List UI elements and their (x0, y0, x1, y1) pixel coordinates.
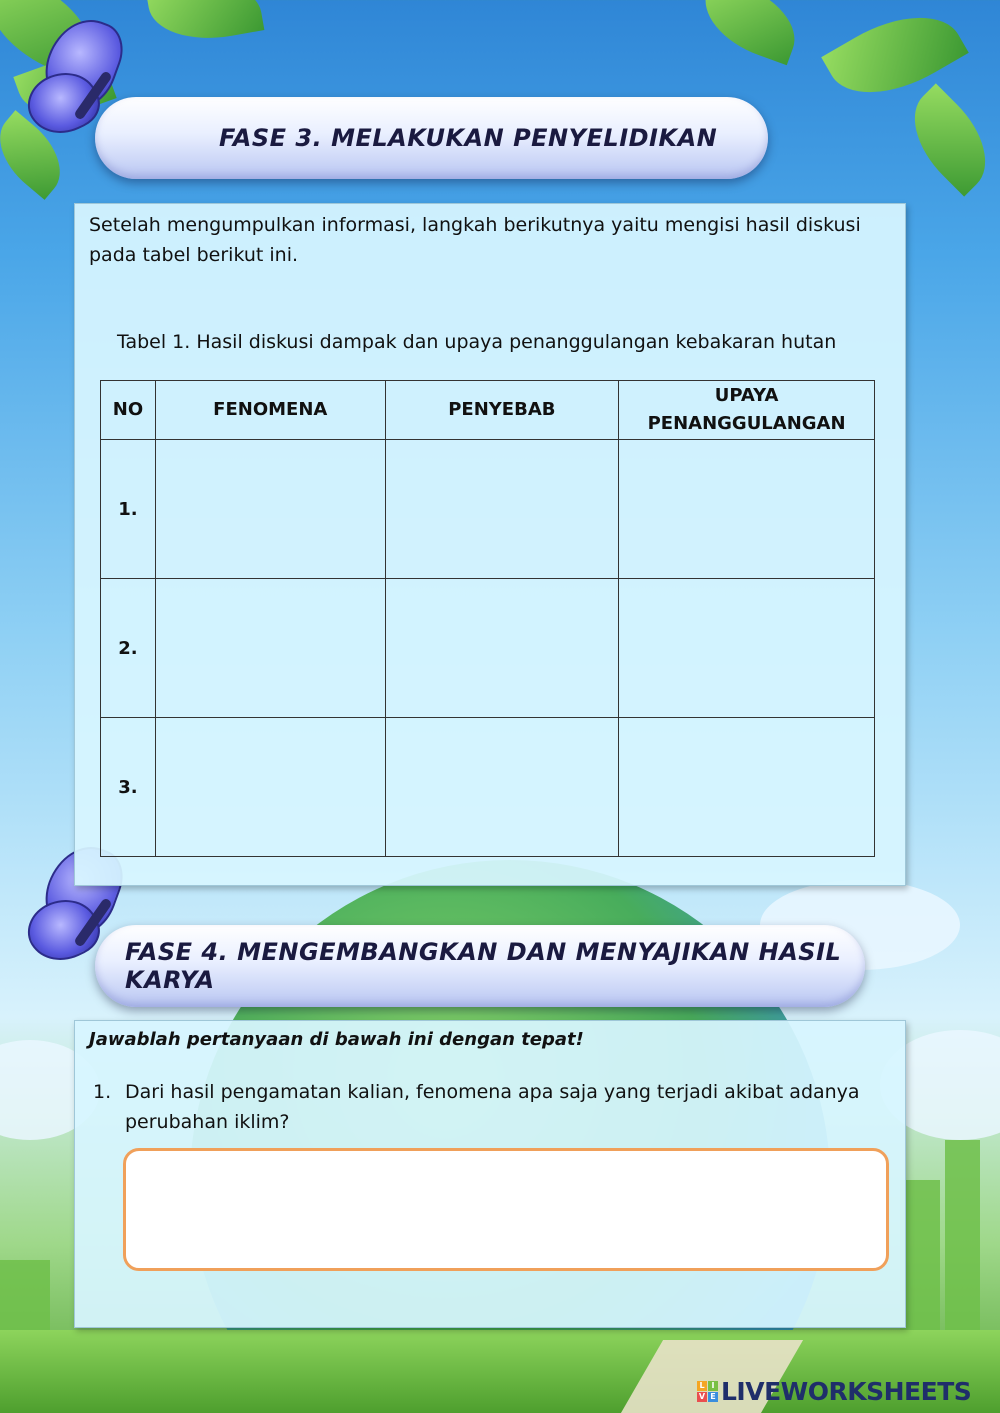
row-number: 3. (101, 718, 156, 857)
brand-name: LIVEWORKSHEETS (721, 1377, 972, 1406)
question-number: 1. (93, 1081, 112, 1103)
row-number: 1. (101, 440, 156, 579)
table-row (101, 440, 875, 579)
phase3-intro: Setelah mengumpulkan informasi, langkah berikutnya yaitu mengisi hasil diskusi pada tabel berikut ini. (89, 214, 861, 266)
question-text: Dari hasil pengamatan kalian, fenomena apa saja yang terjadi akibat adanya perubahan iklim? (125, 1081, 860, 1133)
table-row (101, 718, 875, 857)
header-penyebab: PENYEBAB (385, 381, 619, 440)
phase4-panel (74, 1020, 906, 1328)
fenomena-cell[interactable] (155, 440, 385, 579)
header-no: NO (101, 381, 156, 440)
phase3-header (95, 97, 768, 179)
answer-box[interactable] (123, 1148, 889, 1271)
table-caption: Tabel 1. Hasil diskusi dampak dan upaya penanggulangan kebakaran hutan (117, 331, 837, 353)
header-upaya: UPAYA PENANGGULANGAN (619, 381, 875, 440)
leaf-decoration (893, 83, 1000, 196)
background-city (945, 1140, 980, 1340)
result-table (100, 380, 875, 857)
header-fenomena: FENOMENA (155, 381, 385, 440)
table-row (101, 579, 875, 718)
penyebab-cell[interactable] (385, 440, 619, 579)
leaf-decoration (693, 0, 807, 65)
background-city (900, 1180, 940, 1340)
fenomena-cell[interactable] (155, 579, 385, 718)
phase4-title: FASE 4. MENGEMBANGKAN DAN MENYAJIKAN HASIL KARYA (125, 938, 842, 994)
phase3-title: FASE 3. MELAKUKAN PENYELIDIKAN (219, 124, 718, 152)
table-header-row (101, 381, 875, 440)
leaf-decoration (146, 0, 265, 49)
fenomena-cell[interactable] (155, 718, 385, 857)
row-number: 2. (101, 579, 156, 718)
phase4-header (95, 925, 865, 1007)
question-item (93, 1077, 893, 1137)
phase3-panel (74, 203, 906, 886)
background-city (0, 1260, 50, 1340)
upaya-cell[interactable] (619, 579, 875, 718)
penyebab-cell[interactable] (385, 718, 619, 857)
instruction-text: Jawablah pertanyaan di bawah ini dengan tepat! (89, 1029, 584, 1050)
penyebab-cell[interactable] (385, 579, 619, 718)
upaya-cell[interactable] (619, 440, 875, 579)
upaya-cell[interactable] (619, 718, 875, 857)
brand-logo-icon: L I V E (697, 1381, 718, 1402)
liveworksheets-brand (697, 1377, 971, 1406)
